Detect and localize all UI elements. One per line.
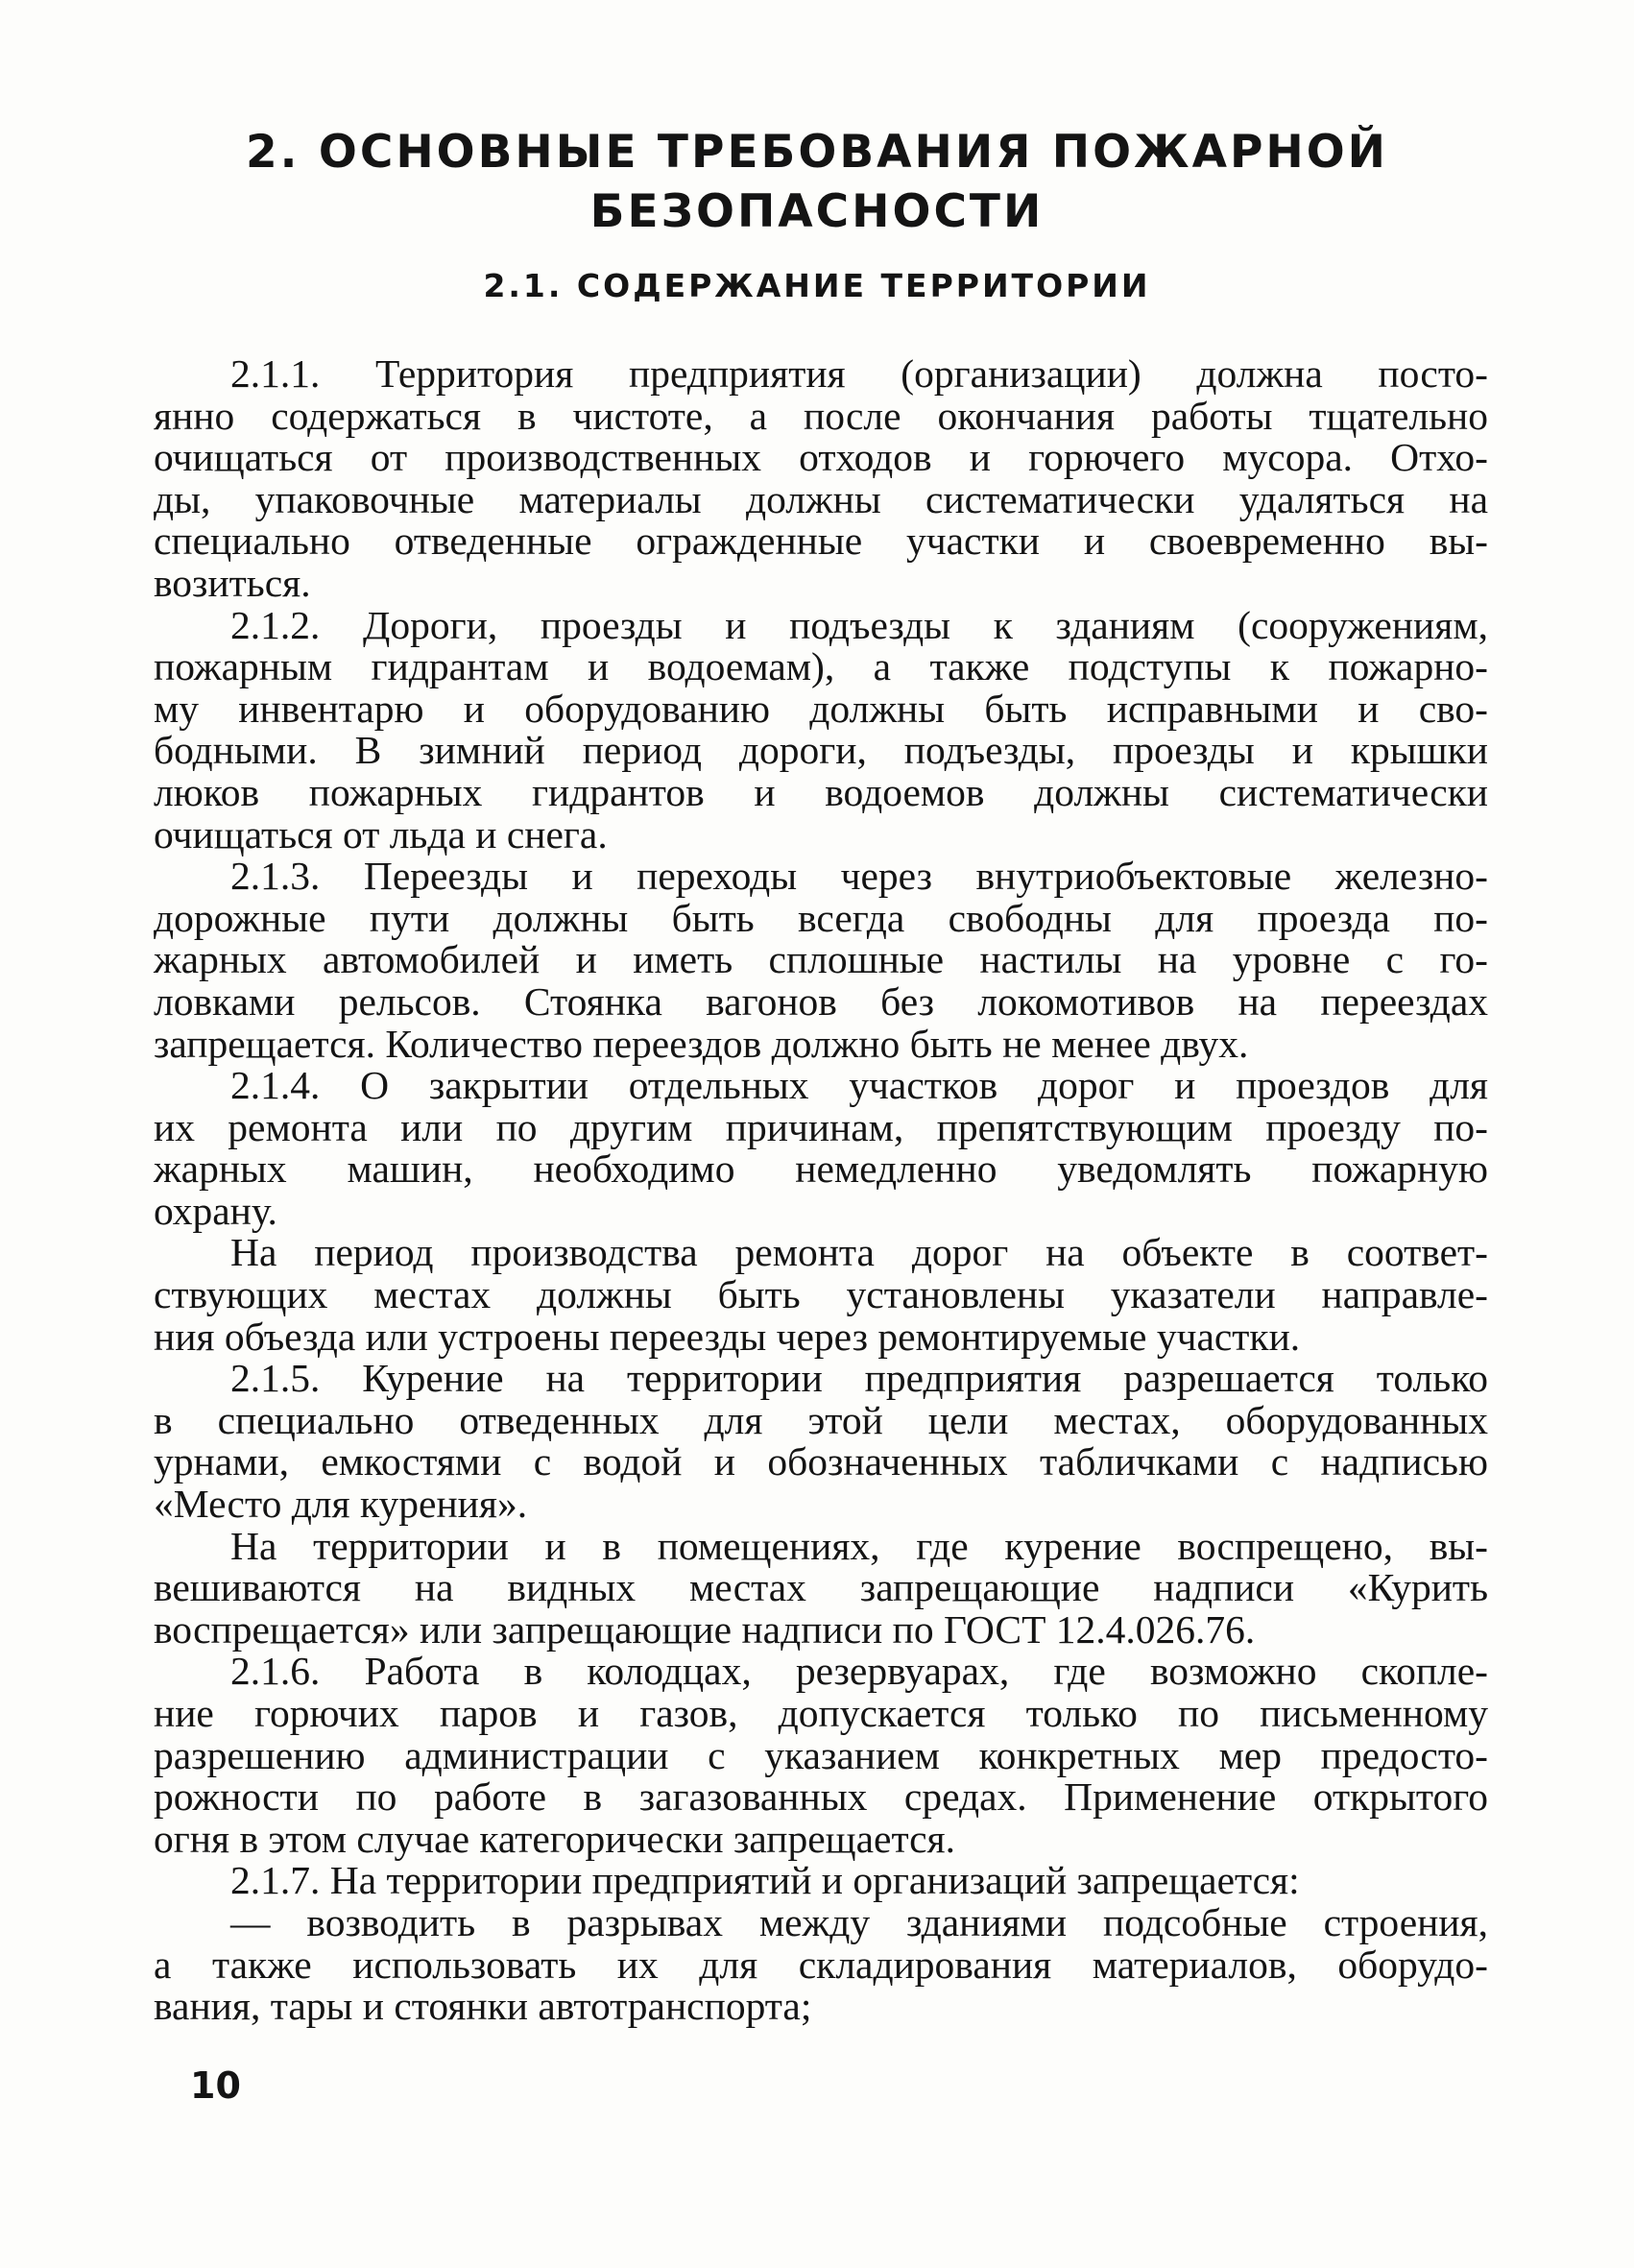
text-line: запрещается. Количество переездов должно быть не менее двух. [154, 1021, 1249, 1066]
chapter-title [0, 123, 1634, 242]
text-line: янно содержаться в чистоте, а после окончания работы тщательно [154, 393, 1488, 438]
text-line: рожности по работе в загазованных средах. Применение открытого [154, 1774, 1488, 1820]
text-line: пожарным гидрантам и водоемам), а также подступы к пожарно- [154, 644, 1488, 689]
paragraph [154, 602, 1488, 857]
text-line: жарных машин, необходимо немедленно уведомлять пожарную [154, 1146, 1488, 1192]
text-line: люков пожарных гидрантов и водоемов должны систематически [154, 769, 1488, 814]
chapter-title-line: 2. ОСНОВНЫЕ ТРЕБОВАНИЯ ПОЖАРНОЙ [245, 126, 1389, 179]
text-line: разрешению администрации с указанием конкретных мер предосто- [154, 1732, 1488, 1777]
text-line: возиться. [154, 560, 311, 605]
text-line: воспрещается» или запрещающие надписи по ГОСТ 12.4.026.76. [154, 1606, 1256, 1652]
text-line: На территории и в помещениях, где курение воспрещено, вы- [230, 1523, 1488, 1568]
text-line: 2.1.3. Переезды и переходы через внутриобъектовые железно- [230, 854, 1488, 899]
body-text [154, 353, 1488, 2028]
text-line: а также использовать их для складирования материалов, оборудо- [154, 1942, 1488, 1987]
text-line: 2.1.7. На территории предприятий и организаций запрещается: [230, 1858, 1300, 1903]
text-line: 2.1.6. Работа в колодцах, резервуарах, где возможно скопле- [230, 1649, 1488, 1694]
text-line: вешиваются на видных местах запрещающие надписи «Курить [154, 1565, 1488, 1610]
text-line: их ремонта или по другим причинам, препятствующим проезду по- [154, 1104, 1488, 1149]
paragraph [154, 1232, 1488, 1358]
paragraph [154, 1651, 1488, 1860]
text-line: На период производства ремонта дорог на объекте в соответ- [230, 1230, 1488, 1275]
page-number: 10 [190, 2064, 241, 2107]
text-line: огня в этом случае категорически запрещается. [154, 1816, 955, 1861]
text-line: — возводить в разрывах между зданиями подсобные строения, [230, 1899, 1488, 1944]
text-line: ния объезда или устроены переезды через ремонтируемые участки. [154, 1314, 1301, 1359]
paragraph [154, 1860, 1488, 1902]
text-line: 2.1.5. Курение на территории предприятия разрешается только [230, 1356, 1488, 1401]
text-line: ние горючих паров и газов, допускается только по письменному [154, 1691, 1488, 1735]
paragraph [154, 1523, 1488, 1652]
text-line: вания, тары и стоянки автотранспорта; [154, 1984, 812, 2029]
text-line: в специально отведенных для этой цели местах, оборудованных [154, 1397, 1488, 1442]
text-line: 2.1.2. Дороги, проезды и подъезды к зданиям (сооружениям, [230, 602, 1488, 647]
text-line: специально отведенные огражденные участки и своевременно вы- [154, 519, 1488, 564]
paragraph [154, 1358, 1488, 1525]
text-line: «Место для курения». [154, 1482, 528, 1527]
chapter-title-line: БЕЗОПАСНОСТИ [589, 185, 1045, 238]
paragraph [154, 1899, 1488, 2029]
text-line: ствующих местах должны быть установлены указатели направле- [154, 1272, 1488, 1317]
text-line: ды, упаковочные материалы должны систематически удаляться на [154, 476, 1488, 521]
text-line: охрану. [154, 1188, 277, 1233]
text-line: 2.1.4. О закрытии отдельных участков дорог и проездов для [230, 1063, 1488, 1108]
paragraph [154, 1065, 1488, 1232]
text-line: 2.1.1. Территория предприятия (организации) должна посто- [230, 351, 1488, 396]
text-line: му инвентарю и оборудованию должны быть исправными и сво- [154, 686, 1488, 731]
text-line: бодными. В зимний период дороги, подъезды, проезды и крышки [154, 728, 1488, 773]
paragraph [154, 856, 1488, 1065]
text-line: дорожные пути должны быть всегда свободны для проезда по- [154, 895, 1488, 940]
text-line: урнами, емкостями с водой и обозначенных табличками с надписью [154, 1439, 1488, 1484]
text-line: очищаться от производственных отходов и горючего мусора. Отхо- [154, 435, 1488, 480]
text-line: очищаться от льда и снега. [154, 811, 608, 857]
text-line: ловками рельсов. Стоянка вагонов без локомотивов на переездах [154, 978, 1488, 1024]
section-title: 2.1. СОДЕРЖАНИЕ ТЕРРИТОРИИ [483, 267, 1151, 304]
text-line: жарных автомобилей и иметь сплошные настилы на уровне с го- [154, 937, 1488, 982]
paragraph [154, 353, 1488, 605]
